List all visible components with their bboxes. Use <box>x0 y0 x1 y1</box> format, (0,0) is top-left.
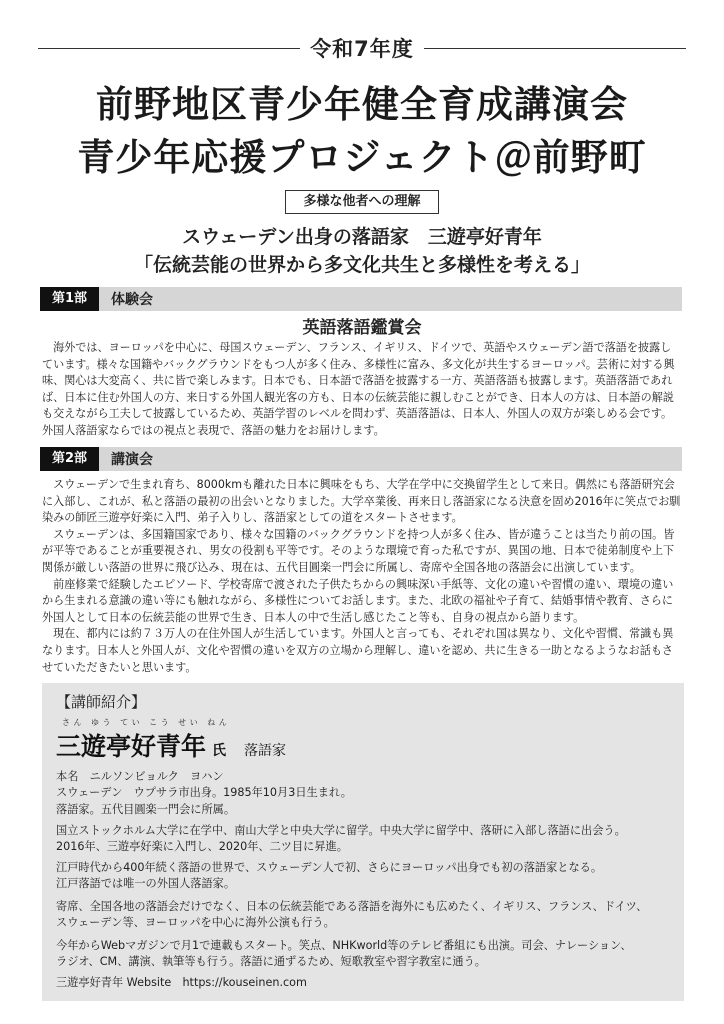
section-2-paragraph-2: スウェーデンは、多国籍国家であり、様々な国籍のバックグラウンドを持つ人が多く住み、皆が違うことは当たり前の国。皆が平等であることが重要視され、男女の役割も平等です。そのような環境で育った私ですが、異国の地、日本で徒弟制度や上下関係が厳しい落語の世界に飛び込み、現在は、五代目圓楽一門会に所属し、寄席や全国各地の落語会に出演しています。 <box>42 527 675 574</box>
rule-right <box>424 48 686 49</box>
main-title-line-2: 青少年応援プロジェクト＠前野町 <box>77 136 647 179</box>
website-link[interactable]: 三遊亭好青年 Website https://kouseinen.com <box>56 976 307 989</box>
section-2-body <box>42 477 682 676</box>
section-1-paragraph: 海外では、ヨーロッパを中心に、母国スウェーデン、フランス、イギリス、ドイツで、英語やスウェーデン語で落語を披露しています。様々な国籍やバックグラウンドをもつ人が多く住み、多様性に富み、多文化が共生するヨーロッパ。芸術に対する興味、関心は大変高く、共に皆で楽しみます。日本でも、日本語で落語を披露する一方、英語落語も披露します。英語落語であれば、日本に住む外国人の方、来日する外国人観光客の方も、日本の伝統芸能に親しむことができ、日本人の方は、日本語の解説も交えながら工夫して披露しているため、英語学習のレベルを問わず、英語落語は、日本人、外国人の双方が楽しめる会です。外国人落語家ならではの視点と表現で、落語の魅力をお届けします。 <box>42 341 675 437</box>
rule-left <box>38 48 300 49</box>
profile-line: 国立ストックホルム大学に在学中、南山大学と中央大学に留学。中央大学に留学中、落研に入部し落語に出会う。 <box>56 824 626 837</box>
profile-block-education <box>56 823 676 856</box>
subtitle-line-1: スウェーデン出身の落語家 三遊亭好青年 <box>182 226 542 248</box>
section-2-number: 第2部 <box>40 447 99 471</box>
section-1-number: 第1部 <box>40 287 99 311</box>
speaker-name-row <box>56 727 286 763</box>
honorific: 氏 <box>212 743 227 759</box>
section-2-paragraph-3: 前座修業で経験したエピソード、学校寄席で渡された子供たちからの興味深い手紙等、文化の違いや習慣の違い、環境の違いから生まれる意識の違い等にも触れながら、多様性についてお話します。また、北欧の福祉や子育て、結婚事情や教育、さらに外国人として日本の伝統芸能の世界で生き、日本人の中で生活し感じたこと等も、自身の視点から語ります。 <box>42 577 674 624</box>
profile-block-basic <box>56 769 676 818</box>
subtitle-line-2: 「伝統芸能の世界から多文化共生と多様性を考える」 <box>133 254 590 276</box>
year-header <box>38 34 686 62</box>
speaker-name: 三遊亭好青年 <box>56 732 207 761</box>
section-2-label: 講演会 <box>111 452 154 468</box>
profile-heading: 【講師紹介】 <box>56 693 147 711</box>
section-2-paragraph-4: 現在、都内には約７３万人の在住外国人が生活しています。外国人と言っても、それぞれ国は異なり、文化や習慣、常識も異なります。日本人と外国人が、文化や習慣の違いを双方の立場から理解し、違いを認め、共に生きる一助となるようなお話もさせていただきたいと思います。 <box>42 627 674 674</box>
main-title-line-1: 前野地区青少年健全育成講演会 <box>96 83 628 126</box>
section-2-bar <box>40 447 682 471</box>
profile-line: 本名 ニルソンビョルク ヨハン <box>56 770 224 783</box>
profile-line: 2016年、三遊亭好楽に入門し、2020年、二ツ目に昇進。 <box>56 840 348 854</box>
theme-tag: 多様な他者への理解 <box>285 190 439 214</box>
profile-block-career <box>56 860 676 893</box>
section-2-paragraph-1: スウェーデンで生まれ育ち、8000kmも離れた日本に興味をもち、大学在学中に交換留学生として来日。偶然にも落語研究会に入部し、これが、私と落語の最初の出会いとなりました。大学卒業後、再来日し落語家になる決意を固め2016年に笑点でお馴染みの師匠三遊亭好楽に入門、弟子入りし、落語家としての道をスタートさせます。 <box>42 478 681 525</box>
profile-line: 江戸落語では唯一の外国人落語家。 <box>56 877 236 891</box>
fiscal-year: 令和7年度 <box>310 37 414 61</box>
profile-line: 江戸時代から400年続く落語の世界で、スウェーデン人で初、さらにヨーロッパ出身でも初の落語家となる。 <box>56 861 603 874</box>
profile-line: 落語家。五代目圓楽一門会に所属。 <box>56 802 236 816</box>
profile-line: 今年からWebマガジンで月1で連載もスタート。笑点、NHKworld等のテレビ番組にも出演。司会、ナレーション、 <box>56 939 632 952</box>
profile-line: スウェーデン等、ヨーロッパを中心に海外公演も行う。 <box>56 916 335 930</box>
speaker-profile <box>42 683 684 1001</box>
name-ruby: さん ゆう てい こう せい ねん <box>62 718 231 727</box>
profile-block-overseas <box>56 899 676 932</box>
section-1-bar <box>40 287 682 311</box>
section-1-label: 体験会 <box>111 292 154 308</box>
profile-line: スウェーデン ウプサラ市出身。1985年10月3日生まれ。 <box>56 786 352 800</box>
profile-block-website <box>56 975 676 991</box>
section-1-body <box>42 340 682 440</box>
section-1-title: 英語落語鑑賞会 <box>302 318 422 338</box>
profile-line: 寄席、全国各地の落語会だけでなく、日本の伝統芸能である落語を海外にも広めたく、イギリス、フランス、ドイツ、 <box>56 900 648 913</box>
speaker-role: 落語家 <box>244 743 287 759</box>
profile-block-media <box>56 938 676 971</box>
profile-line: ラジオ、CM、講演、執筆等も行う。落語に通ずるため、短歌教室や習字教室に通う。 <box>56 955 486 969</box>
